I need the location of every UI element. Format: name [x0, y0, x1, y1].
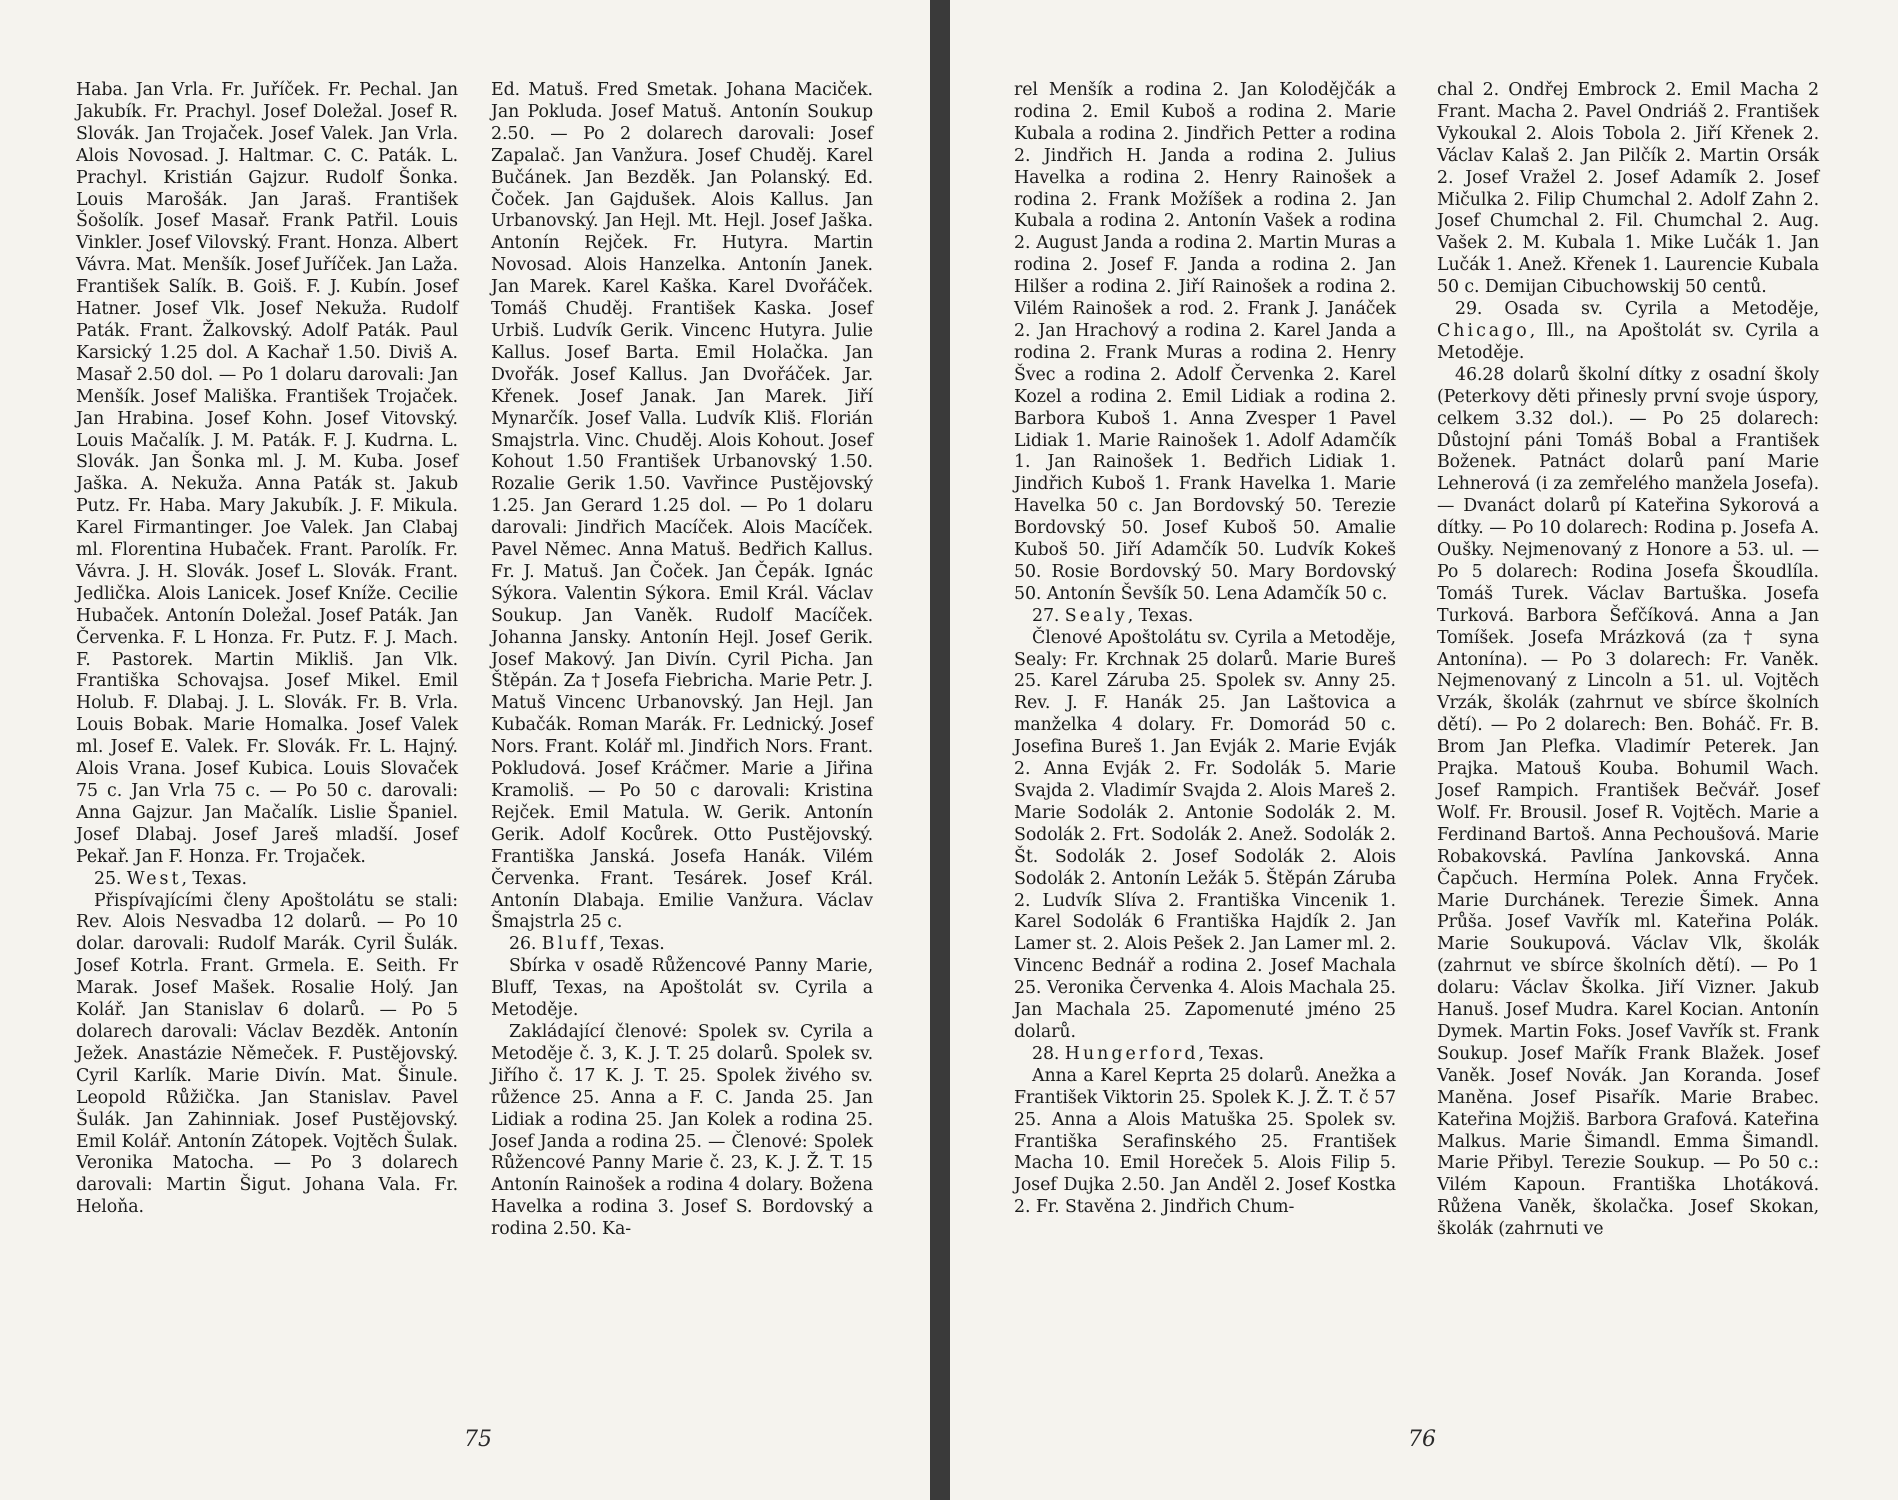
- place-name: Bluff: [541, 934, 600, 955]
- right-page-column-2: [1437, 80, 1819, 1241]
- section-heading: 27. Sealy, Texas.: [1032, 605, 1194, 626]
- left-page-column-1: [76, 80, 458, 1219]
- place-name: Hungerford: [1064, 1043, 1199, 1064]
- right-page: [950, 0, 1898, 1500]
- place-name: Sealy: [1064, 605, 1128, 626]
- page-number-left: 75: [464, 1427, 492, 1452]
- donor-paragraph: 46.28 dolarů školní dítky z osadní školy (Peterkovy děti přinesly první svoje úspory, celkem 3.32 dol.). — Po 25 dolarech: Důstojní páni Tomáš Bobal a František Boženek. Patnáct dolarů paní Marie Lehnerová (i za zemřelého manžela Josefa). — Dvanáct dolarů pí Kateřina Sykorová a dítky. — Po 10 dolarech: Rodina p. Josefa A. Oušky. Nejmenovaný z Honore a 53. ul. — Po 5 dolarech: Rodina Josefa Škoudlíla. Tomáš Turek. Václav Bartuška. Josefa Turková. Barbora Šefčíková. Anna a Jan Tomíšek. Josefa Mrázková (za † syna Antonína). — Po 3 dolarech: Fr. Vaněk. Nejmenovaný z Lincoln a 51. ul. Vojtěch Vrzák, školák (zahrnut ve sbírce školních dětí). — Po 2 dolarech: Ben. Boháč. Fr. B. Brom Jan Plefka. Vladimír Peterek. Jan Prajka. Matouš Kouba. Bohumil Wach. Josef Rampich. František Bečvář. Josef Wolf. Fr. Brousil. Josef R. Vojtěch. Marie a Ferdinand Bartoš. Anna Pechoušová. Marie Robakovská. Pavlína Jankovská. Anna Čapčuch. Hermína Polek. Anna Fryček. Marie Durchánek. Terezie Šimek. Anna Průša. Josef Vavřík ml. Kateřina Polák. Marie Soukupová. Václav Vlk, školák (zahrnut ve sbírce školních dětí). — Po 1 dolaru: Václav Školka. Jiří Vizner. Jakub Hanuš. Josef Mudra. Karel Kocian. Antonín Dymek. Martin Foks. Josef Vavřík st. Frank Soukup. Josef Mařík Frank Blažek. Josef Vaněk. Josef Novák. Jan Koranda. Josef Maněna. Josef Pisařík. Marie Brabec. Kateřina Mojžiš. Barbora Grafová. Kateřina Malkus. Marie Šimandl. Emma Šimandl. Marie Přibyl. Terezie Soukup. — Po 50 c.: Vilém Kapoun. Františka Lhotáková. Růžena Vaněk, školačka. Josef Skokan, školák (zahrnuti ve: [1437, 364, 1819, 1240]
- page-number-right: 76: [1408, 1427, 1436, 1452]
- donor-paragraph: rel Menšík a rodina 2. Jan Kolodějčák a rodina 2. Emil Kuboš a rodina 2. Marie Kubala a rodina 2. Jindřich Petter a rodina 2. Jindřich H. Janda a rodina 2. Julius Havelka a rodina 2. Henry Rainošek a rodina 2. Frank Možíšek a rodina 2. Jan Kubala a rodina 2. Antonín Vašek a rodina 2. August Janda a rodina 2. Martin Muras a rodina 2. Josef F. Janda a rodina 2. Jan Hilšer a rodina 2. Jiří Rainošek a rodina 2. Vilém Rainošek a rod. 2. Frank J. Janáček 2. Jan Hrachový a rodina 2. Karel Janda a rodina 2. Frank Muras a rodina 2. Henry Švec a rodina 2. Adolf Červenka 2. Karel Kozel a rodina 2. Emil Lidiak a rodina 2. Barbora Kuboš 1. Anna Zvesper 1 Pavel Lidiak 1. Marie Rainošek 1. Adolf Adamčík 1. Jan Rainošek 1. Bedřich Lidiak 1. Jindřich Kuboš 1. Frank Havelka 1. Marie Havelka 50 c. Jan Bordovský 50. Terezie Bordovský 50. Josef Kuboš 50. Amalie Kuboš 50. Jiří Adamčík 50. Ludvík Kokeš 50. Rosie Bordovský 50. Mary Bordovský 50. Antonín Ševšík 50. Lena Adamčík 50 c.: [1014, 80, 1396, 604]
- section-heading: 26. Bluff, Texas.: [509, 934, 665, 955]
- donor-paragraph: Zakládající členové: Spolek sv. Cyrila a Metoděje č. 3, K. J. T. 25 dolarů. Spolek sv. Jiřího č. 17 K. J. T. 25. Spolek živého sv. růžence 25. Anna a F. C. Janda 25. Jan Lidiak a rodina 25. Jan Kolek a rodina 25. Josef Janda a rodina 25. — Členové: Spolek Růžencové Panny Marie č. 23, K. J. Ž. T. 15 Antonín Rainošek a rodina 4 dolary. Božena Havelka a rodina 3. Josef S. Bordovský a rodina 2.50. Ka-: [491, 1021, 873, 1240]
- section-heading: 25. West, Texas.: [94, 868, 247, 889]
- place-name: Chicago: [1437, 320, 1530, 341]
- section-heading: 28. Hungerford, Texas.: [1032, 1043, 1264, 1064]
- left-page: [0, 0, 930, 1500]
- donor-paragraph: Přispívajícími členy Apoštolátu se stali: Rev. Alois Nesvadba 12 dolarů. — Po 10 dolar. darovali: Rudolf Marák. Cyril Šulák. Josef Kotrla. Frant. Grmela. E. Seith. Fr Marak. Josef Mašek. Rosalie Holý. Jan Kolář. Jan Stanislav 6 dolarů. — Po 5 dolarech darovali: Václav Bezděk. Antonín Ježek. Anastázie Němeček. F. Pustějovský. Cyril Karlík. Marie Divín. Mat. Šinule. Leopold Růžička. Jan Stanislav. Pavel Šulák. Jan Zahinniak. Josef Pustějovský. Emil Kolář. Antonín Zátopek. Vojtěch Šulak. Veronika Matocha. — Po 3 dolarech darovali: Martin Šigut. Johana Vala. Fr. Heloňa.: [76, 890, 458, 1218]
- right-page-column-1: [1014, 80, 1396, 1219]
- section-heading: 29. Osada sv. Cyrila a Metoděje, Chicago, Ill., na Apoštolát sv. Cyrila a Metoděje.: [1437, 299, 1819, 363]
- left-page-column-2: [491, 80, 873, 1241]
- donor-paragraph: Členové Apoštolátu sv. Cyrila a Metoděje, Sealy: Fr. Krchnak 25 dolarů. Marie Bureš 25. Karel Záruba 25. Spolek sv. Anny 25. Rev. J. F. Hanák 25. Jan Laštovica a manželka 4 dolary. Fr. Domorád 50 c. Josefina Bureš 1. Jan Evják 2. Marie Evják 2. Anna Evják 2. Fr. Sodolák 5. Marie Svajda 2. Vladimír Svajda 2. Alois Mareš 2. Marie Sodolák 2. Antonie Sodolák 2. M. Sodolák 2. Frt. Sodolák 2. Anež. Sodolák 2. Št. Sodolák 2. Josef Sodolák 2. Alois Sodolák 2. Antonín Ležák 5. Štěpán Záruba 2. Ludvík Slíva 2. Františka Vincenik 1. Karel Sodolák 6 Františka Hajdík 2. Jan Lamer st. 2. Alois Pešek 2. Jan Lamer ml. 2. Vincenc Bednář a rodina 2. Josef Machala 25. Veronika Červenka 4. Alois Machala 25. Jan Machala 25. Zapomenuté jméno 25 dolarů.: [1014, 627, 1396, 1042]
- place-name: West: [126, 868, 182, 889]
- donor-paragraph: Anna a Karel Keprta 25 dolarů. Anežka a František Viktorin 25. Spolek K. J. Ž. T. č 57 25. Anna a Alois Matuška 25. Spolek sv. Františka Serafinského 25. František Macha 10. Emil Horeček 5. Alois Filip 5. Josef Dujka 2.50. Jan Anděl 2. Josef Kostka 2. Fr. Stavěna 2. Jindřich Chum-: [1014, 1065, 1396, 1218]
- donor-paragraph: Ed. Matuš. Fred Smetak. Johana Maciček. Jan Pokluda. Josef Matuš. Antonín Soukup 2.50. — Po 2 dolarech darovali: Josef Zapalač. Jan Vanžura. Josef Chuděj. Karel Bučánek. Jan Bezděk. Jan Polanský. Ed. Čoček. Jan Gajdušek. Alois Kallus. Jan Urbanovský. Jan Hejl. Mt. Hejl. Josef Jaška. Antonín Rejček. Fr. Hutyra. Martin Novosad. Alois Hanzelka. Antonín Janek. Jan Marek. Karel Kaška. Karel Dvořáček. Tomáš Chuděj. František Kaska. Josef Urbiš. Ludvík Gerik. Vincenc Hutyra. Julie Kallus. Josef Barta. Emil Holačka. Jan Dvořák. Josef Kallus. Jan Dvořáček. Jar. Křenek. Josef Janak. Jan Marek. Jiří Mynarčík. Josef Valla. Ludvík Kliš. Florián Smajstrla. Vinc. Chuděj. Alois Kohout. Josef Kohout 1.50 František Urbanovský 1.50. Rozalie Gerik 1.50. Vavřince Pustějovský 1.25. Jan Gerard 1.25 dol. — Po 1 dolaru darovali: Jindřich Macíček. Alois Macíček. Pavel Němec. Anna Matuš. Bedřich Kallus. Fr. J. Matuš. Jan Čoček. Jan Čepák. Ignác Sýkora. Valentin Sýkora. Emil Král. Václav Soukup. Jan Vaněk. Rudolf Macíček. Johanna Jansky. Antonín Hejl. Josef Gerik. Josef Makový. Jan Divín. Cyril Picha. Jan Štěpán. Za † Josefa Fiebricha. Marie Petr. J. Matuš Vincenc Urbanovský. Jan Hejl. Jan Kubačák. Roman Marák. Fr. Lednický. Josef Nors. Frant. Kolář ml. Jindřich Nors. Frant. Pokludová. Josef Kráčmer. Marie a Jiřina Kramoliš. — Po 50 c darovali: Kristina Rejček. Emil Matula. W. Gerik. Antonín Gerik. Adolf Kocůrek. Otto Pustějovský. Františka Janská. Josefa Hanák. Vilém Červenka. Frant. Tesárek. Josef Král. Antonín Dlabaja. Emilie Vanžura. Václav Šmajstrla 25 c.: [491, 80, 873, 933]
- donor-paragraph: chal 2. Ondřej Embrock 2. Emil Macha 2 Frant. Macha 2. Pavel Ondriáš 2. František Vykoukal 2. Alois Tobola 2. Jiří Křenek 2. Václav Kalaš 2. Jan Pilčík 2. Martin Orsák 2. Josef Vražel 2. Josef Adamík 2. Josef Mičulka 2. Filip Chumchal 2. Adolf Zahn 2. Josef Chumchal 2. Fil. Chumchal 2. Aug. Vašek 2. M. Kubala 1. Mike Lučák 1. Jan Lučák 1. Anež. Křenek 1. Laurencie Kubala 50 c. Demijan Cibuchowskij 50 centů.: [1437, 80, 1819, 298]
- donor-paragraph: Haba. Jan Vrla. Fr. Juříček. Fr. Pechal. Jan Jakubík. Fr. Prachyl. Josef Doležal. Josef R. Slovák. Jan Trojaček. Josef Valek. Jan Vrla. Alois Novosad. J. Haltmar. C. C. Paták. L. Prachyl. Kristián Gajzur. Rudolf Šonka. Louis Marošák. Jan Jaraš. František Šošolík. Josef Masař. Frank Patřil. Louis Vinkler. Josef Vilovský. Frant. Honza. Albert Vávra. Mat. Menšík. Josef Juříček. Jan Laža. František Salík. B. Goiš. F. J. Kubín. Josef Hatner. Josef Vlk. Josef Nekuža. Rudolf Paták. Frant. Žalkovský. Adolf Paták. Paul Karsický 1.25 dol. A Kachař 1.50. Diviš A. Masař 2.50 dol. — Po 1 dolaru darovali: Jan Menšík. Josef Mališka. František Trojaček. Jan Hrabina. Josef Kohn. Josef Vitovský. Louis Mačalík. J. M. Paták. F. J. Kudrna. L. Slovák. Jan Šonka ml. J. M. Kuba. Josef Jaška. A. Nekuža. Anna Paták st. Jakub Putz. Fr. Haba. Mary Jakubík. J. F. Mikula. Karel Firmantinger. Joe Valek. Jan Clabaj ml. Florentina Hubaček. Frant. Parolík. Fr. Vávra. J. H. Slovák. Josef L. Slovák. Frant. Jedlička. Alois Lanicek. Josef Kníže. Cecilie Hubaček. Antonín Doležal. Josef Paták. Jan Červenka. F. L Honza. Fr. Putz. F. J. Mach. F. Pastorek. Martin Mikliš. Jan Vlk. Františka Schovajsa. Josef Mikel. Emil Holub. F. Dlabaj. J. L. Slovák. Fr. B. Vrla. Louis Bobak. Marie Homalka. Josef Valek ml. Josef E. Valek. Fr. Slovák. Fr. L. Hajný. Alois Vrana. Josef Kubica. Louis Slovaček 75 c. Jan Vrla 75 c. — Po 50 c. darovali: Anna Gajzur. Jan Mačalík. Lislie Španiel. Josef Dlabaj. Josef Jareš mladší. Josef Pekař. Jan F. Honza. Fr. Trojaček.: [76, 80, 458, 867]
- donor-paragraph: Sbírka v osadě Růžencové Panny Marie, Bluff, Texas, na Apoštolát sv. Cyrila a Metoděje.: [491, 956, 873, 1021]
